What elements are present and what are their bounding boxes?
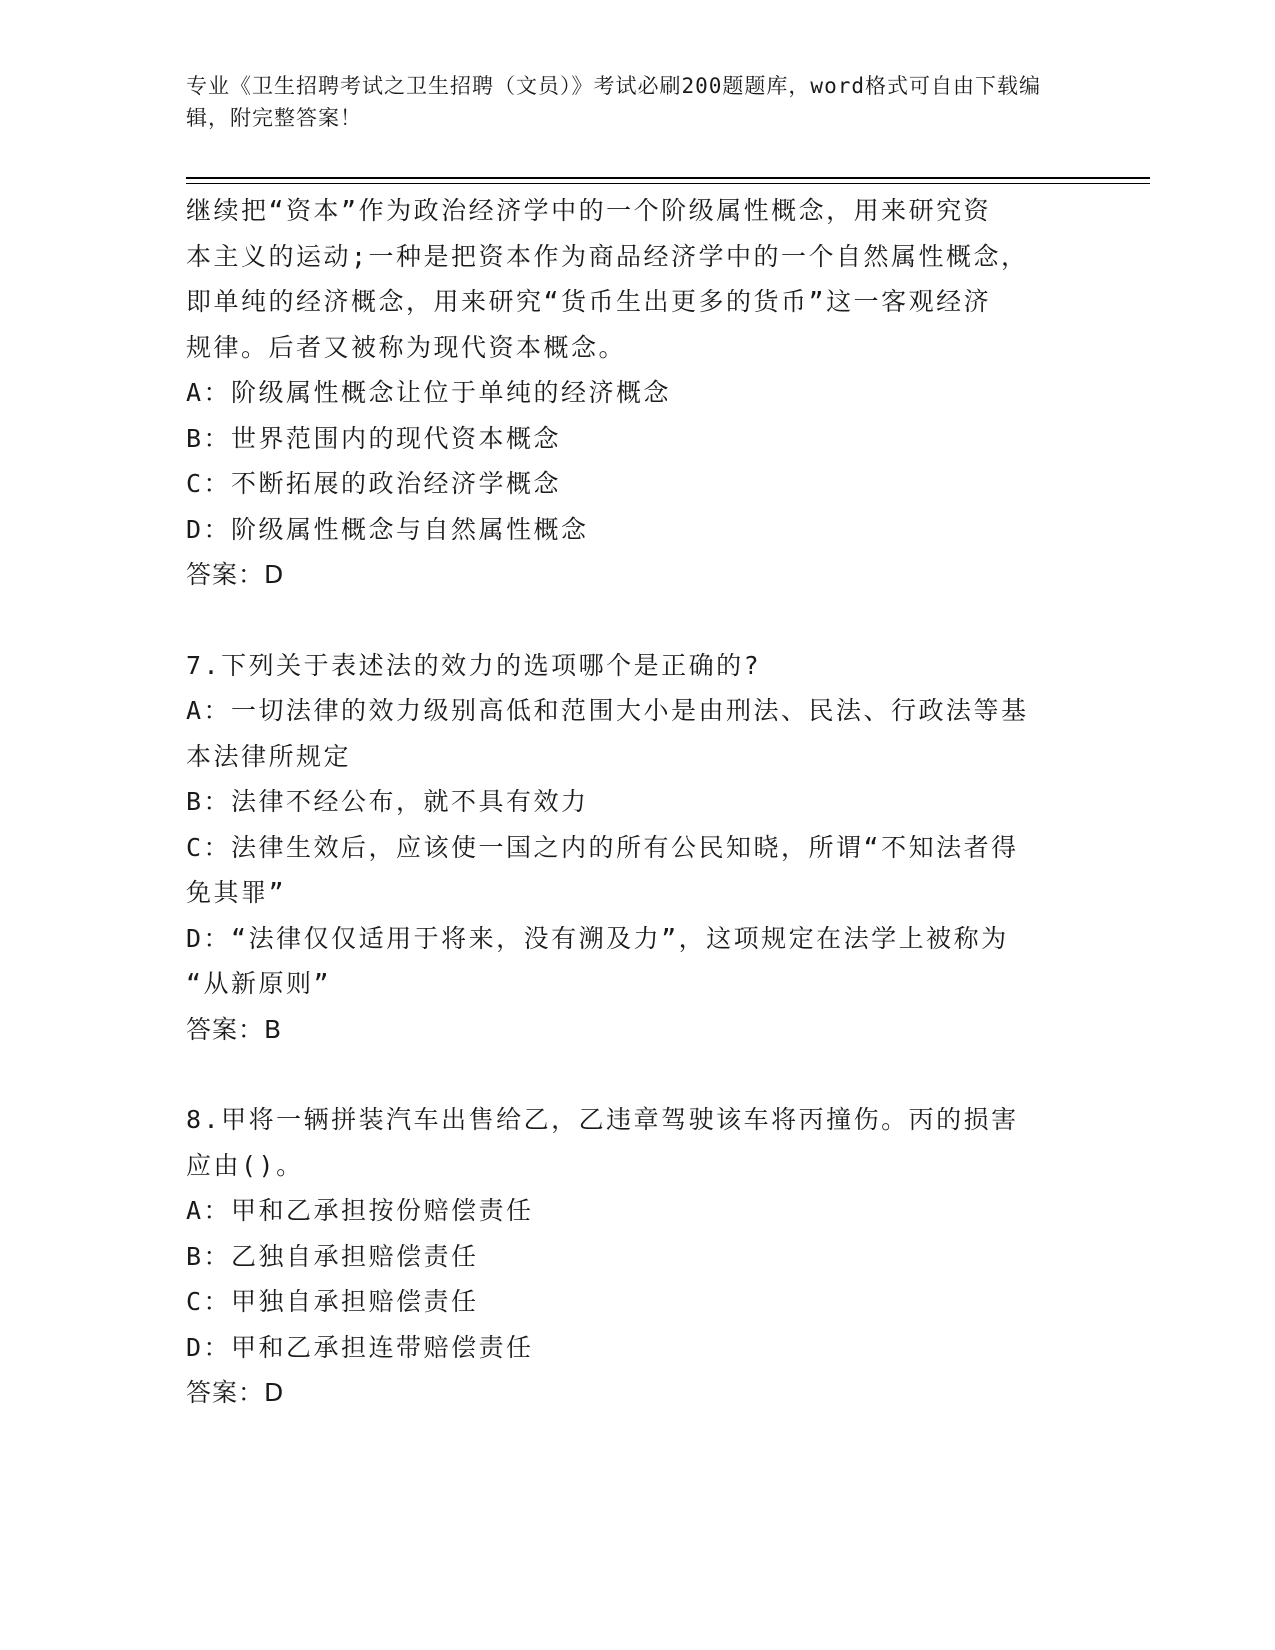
question-text: 7.下列关于表述法的效力的选项哪个是正确的? bbox=[186, 650, 762, 680]
option-d: D：甲和乙承担连带赔偿责任 bbox=[186, 1332, 534, 1362]
option-b: B：乙独自承担赔偿责任 bbox=[186, 1241, 479, 1271]
passage-line: 本主义的运动;一种是把资本作为商品经济学中的一个自然属性概念， bbox=[186, 241, 1029, 271]
option-d-continued: “从新原则” bbox=[186, 969, 332, 998]
option-c: C：甲独自承担赔偿责任 bbox=[186, 1287, 479, 1316]
spacer bbox=[186, 598, 1066, 643]
option-a: A：阶级属性概念让位于单纯的经济概念 bbox=[186, 378, 672, 407]
passage-line: 继续把“资本”作为政治经济学中的一个阶级属性概念，用来研究资 bbox=[186, 196, 992, 225]
option-c: C：不断拓展的政治经济学概念 bbox=[186, 469, 562, 498]
option-d: D：“法律仅仅适用于将来，没有溯及力”，这项规定在法学上被称为 bbox=[186, 923, 1009, 953]
option-a-continued: 本法律所规定 bbox=[186, 741, 352, 771]
header-divider-thick bbox=[186, 177, 1150, 179]
question-text: 8.甲将一辆拼装汽车出售给乙，乙违章驾驶该车将丙撞伤。丙的损害 bbox=[186, 1105, 1019, 1134]
document-body bbox=[186, 188, 1066, 1416]
option-a: A：一切法律的效力级别高低和范围大小是由刑法、民法、行政法等基 bbox=[186, 696, 1029, 725]
question-6 bbox=[186, 188, 1066, 598]
option-a: A：甲和乙承担按份赔偿责任 bbox=[186, 1196, 534, 1225]
document-header: 专业《卫生招聘考试之卫生招聘（文员）》考试必刷200题题库，word格式可自由下载编辑，附完整答案！ bbox=[186, 74, 1041, 130]
option-c: C：法律生效后，应该使一国之内的所有公民知晓，所谓“不知法者得 bbox=[186, 832, 1019, 862]
header-divider-thin bbox=[186, 183, 1150, 184]
question-8 bbox=[186, 1097, 1066, 1416]
question-7 bbox=[186, 643, 1066, 1053]
option-b: B：世界范围内的现代资本概念 bbox=[186, 423, 562, 453]
option-b: B：法律不经公布，就不具有效力 bbox=[186, 787, 589, 816]
option-c-continued: 免其罪” bbox=[186, 878, 287, 907]
answer: 答案：D bbox=[186, 1378, 285, 1407]
passage-line: 即单纯的经济概念，用来研究“货币生出更多的货币”这一客观经济 bbox=[186, 287, 992, 316]
option-d: D：阶级属性概念与自然属性概念 bbox=[186, 514, 589, 544]
spacer bbox=[186, 1052, 1066, 1097]
answer: 答案：D bbox=[186, 560, 285, 589]
passage-line: 规律。后者又被称为现代资本概念。 bbox=[186, 332, 627, 362]
question-text-continued: 应由()。 bbox=[186, 1150, 304, 1180]
answer: 答案：B bbox=[186, 1014, 283, 1044]
